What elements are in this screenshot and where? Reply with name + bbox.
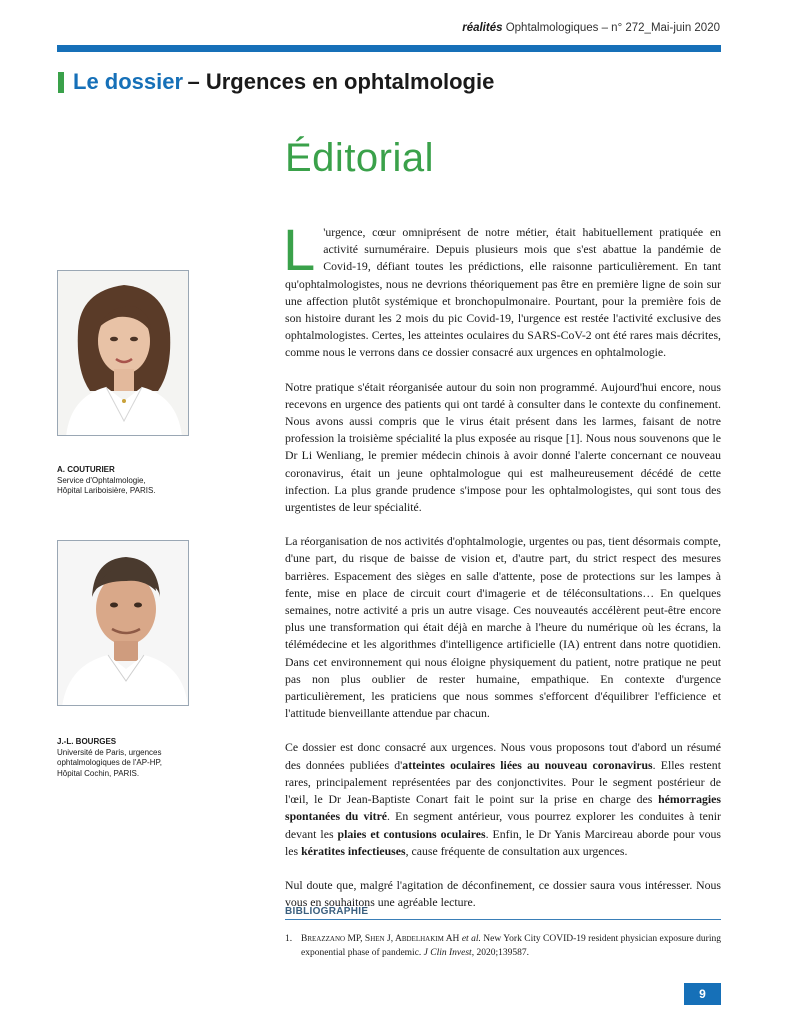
emphasis: kératites infectieuses [301, 843, 406, 858]
paragraph-3: La réorganisation de nos activités d'ophtalmologie, urgentes ou pas, tient désormais compte, d'une part, du risque de baisse de vision et, d'autre part, du strict respect des mesures barrières. Espacement des sièges en salle d'attente, pose de protections sur les lampes à fente, mise en place de circuit court d'imagerie et de téléconsultations… En quelques semaines, notre activité a pris un autre visage. Ces nouveautés accélèrent peut-être encore plus une transformation qui était déjà en marche à l'heure du numérique où les écrans, la télémédecine et les algorithmes d'intelligence artificielle (IA) entrent dans notre quotidien. Dans cet environnement qui nous éloigne physiquement du patient, notre pratique ne peut pas non plus oublier de rester humaine, empathique. En contexte d'urgence particulièrement, les praticiens que nous sommes s'efforcent d'équilibrer l'efficience et l'attitude bienveillante attendue par chacun. [285, 534, 721, 721]
author-couturier [57, 465, 192, 497]
author-affiliation: Hôpital Lariboisière, PARIS. [57, 486, 156, 495]
text-span: Ce dossier est donc consacré aux urgences. Nous vous proposons tout d'abord un résumé des données publiées d' [285, 740, 721, 772]
ref-year: , 2020;139587. [471, 948, 529, 958]
author-photo-bourges [57, 540, 189, 706]
section-topic: – Urgences en ophtalmologie [187, 69, 495, 94]
ref-authors: Breazzano MP, Shen J, Abdelhakim AH [301, 934, 460, 944]
section-heading [58, 69, 494, 95]
bibliography-text [301, 932, 721, 960]
emphasis: hémorragies spontanées du vitré [285, 792, 721, 824]
ref-journal: J Clin Invest [423, 948, 472, 958]
ref-etal: et al. [461, 934, 481, 944]
text-span: , cause fréquente de consultation aux urgences. [405, 843, 628, 858]
author-affiliation: Université de Paris, urgences [57, 747, 162, 757]
text-span: . Elles restent rares, principalement représentées par des conjonctivites. Pour le segment postérieur de l'œil, le Dr Jean-Baptiste Conart fait le point sur la prise en charge des [285, 757, 721, 807]
author-affiliation: Hôpital Cochin, PARIS. [57, 768, 140, 778]
emphasis: atteintes oculaires liées au nouveau coronavirus [402, 757, 653, 772]
editorial-body [283, 218, 721, 911]
author-name: A. COUTURIER [57, 465, 115, 474]
journal-brand: réalités [462, 22, 503, 34]
bibliography-number: 1. [285, 934, 293, 944]
page-title: Éditorial [285, 136, 435, 180]
page-number: 9 [684, 983, 721, 1005]
bibliography-title: BIBLIOGRAPHIE [285, 906, 369, 917]
paragraph-1 [283, 218, 721, 362]
author-photo-couturier [57, 270, 189, 436]
author-affiliation: Service d'Ophtalmologie, [57, 475, 146, 485]
bibliography-rule [285, 919, 721, 920]
emphasis: plaies et contusions oculaires [337, 826, 486, 841]
bibliography-item [285, 932, 721, 960]
author-bourges [57, 737, 192, 779]
paragraph-4 [285, 739, 721, 859]
ref-title: New York City COVID-19 resident physician exposure during exponential phase of pandemic. [301, 934, 721, 958]
author-name: J.-L. BOURGES [57, 737, 117, 746]
header-rule [57, 45, 721, 52]
paragraph-5: Nul doute que, malgré l'agitation de déconfinement, ce dossier saura vous intéresser. Nous vous en souhaitons une agréable lecture. [285, 877, 721, 910]
drop-cap: L [283, 218, 316, 283]
running-header [462, 22, 720, 34]
paragraph-2: Notre pratique s'était réorganisée autour du soin non programmé. Aujourd'hui encore, nous recevons en urgence des patients qui ont tardé à consulter dans le contexte du confinement. Nous avons aussi compris que le virus était présent dans les larmes, faisant de notre profession la troisième spécialité la plus exposée au risque [1]. Nous nous souvenons que le Dr Li Wenliang, le premier médecin chinois à avoir donné l'alerte concernant ce nouveau coronavirus, était un jeune ophtalmologue qui est malheureusement décédé de cette infection. La plus grande prudence s'impose pour les ophtalmologistes, qui sont tous des urgentistes de leur spécialité. [285, 379, 721, 515]
author-affiliation: ophtalmologiques de l'AP-HP, [57, 758, 162, 767]
section-marker [58, 72, 64, 93]
journal-issue: Ophtalmologiques – n° 272_Mai-juin 2020 [505, 22, 720, 34]
section-dossier: Le dossier [73, 69, 184, 94]
text-span: . Enfin, le Dr Yanis Marcireau aborde pour vous les [285, 826, 721, 858]
text-span: . En segment antérieur, vous pourrez explorer les conduites à tenir devant les [285, 809, 721, 841]
paragraph-1-text: 'urgence, cœur omniprésent de notre métier, était habituellement pratiquée en activité surnuméraire. Depuis plusieurs mois que s'est abattue la pandémie de Covid-19, défiant toutes les prédictions, elle raisonne particulièrement. En tant qu'ophtalmologistes, nous ne devrions théoriquement pas être en première ligne de soin sur une affection plutôt systémique et bronchopulmonaire. Pourtant, pour la première fois de son histoire durant les 2 mois du pic Covid-19, l'urgence est restée l'activité exclusive des ophtalmologistes. Certes, les atteintes oculaires du SARS-CoV-2 ont été rares mais décrites, comme nous le verrons dans ce dossier consacré aux urgences en ophtalmologie. [285, 225, 721, 360]
